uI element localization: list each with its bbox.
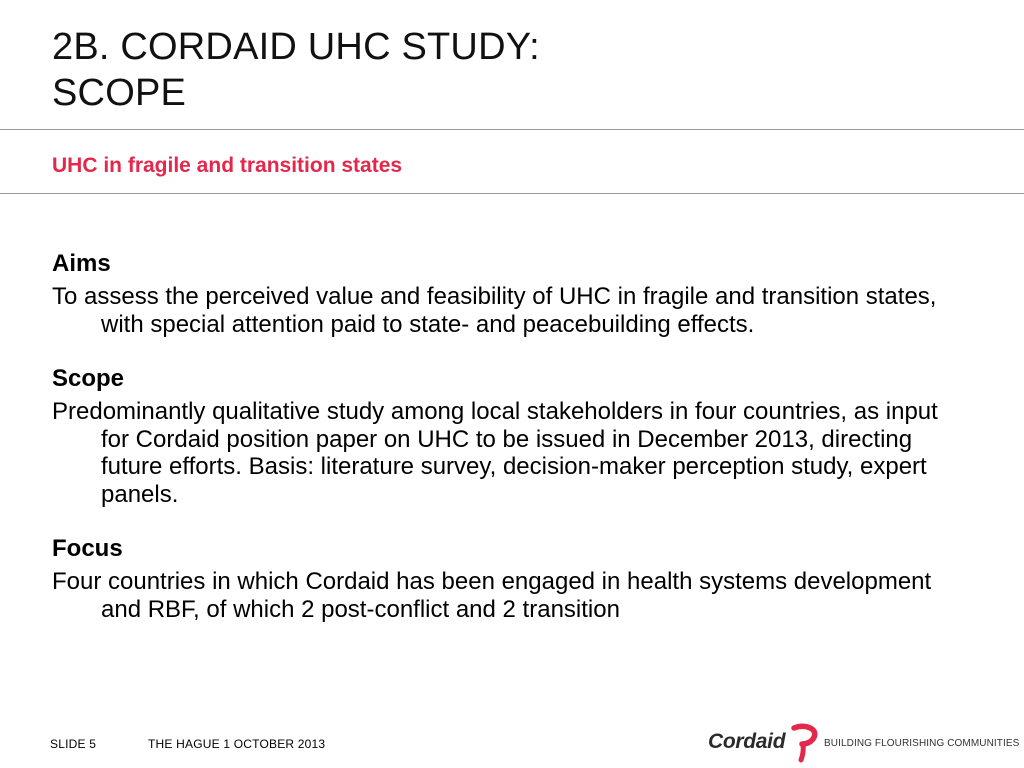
slide-title-line-2: SCOPE — [52, 72, 187, 114]
section-heading: Aims — [52, 250, 111, 277]
logo-tagline: BUILDING FLOURISHING COMMUNITIES — [824, 738, 1020, 749]
section-body: Four countries in which Cordaid has been engaged in health systems development and RBF, of which 2 post-conflict and 2 transition — [52, 568, 932, 623]
slide-subtitle: UHC in fragile and transition states — [52, 154, 403, 177]
top-divider — [0, 129, 1024, 130]
section-heading: Scope — [52, 365, 125, 392]
mark-stem — [801, 744, 803, 760]
section-scope — [52, 364, 972, 508]
mark-hook — [794, 726, 815, 744]
slide-content — [52, 249, 972, 649]
footer-slide-number: SLIDE 5 — [50, 737, 97, 751]
footer-location-date: THE HAGUE 1 OCTOBER 2013 — [148, 737, 326, 751]
section-focus — [52, 534, 972, 623]
slide-title-line-1: 2B. CORDAID UHC STUDY: — [52, 26, 540, 68]
cordaid-mark-icon — [788, 722, 822, 764]
section-body: To assess the perceived value and feasibility of UHC in fragile and transition states, with special attention paid to state- and peacebuilding effects. — [52, 283, 937, 338]
logo-wordmark: Cordaid — [708, 730, 786, 753]
section-aims — [52, 249, 972, 338]
section-heading: Focus — [52, 535, 123, 562]
slide-title — [52, 24, 540, 116]
bottom-divider — [0, 193, 1024, 194]
section-body: Predominantly qualitative study among local stakeholders in four countries, as input for Cordaid position paper on UHC to be issued in December 2013, directing future efforts. Basis: literature survey, decision-maker perception study, expert panels. — [52, 398, 938, 508]
cordaid-logo — [708, 722, 1020, 764]
